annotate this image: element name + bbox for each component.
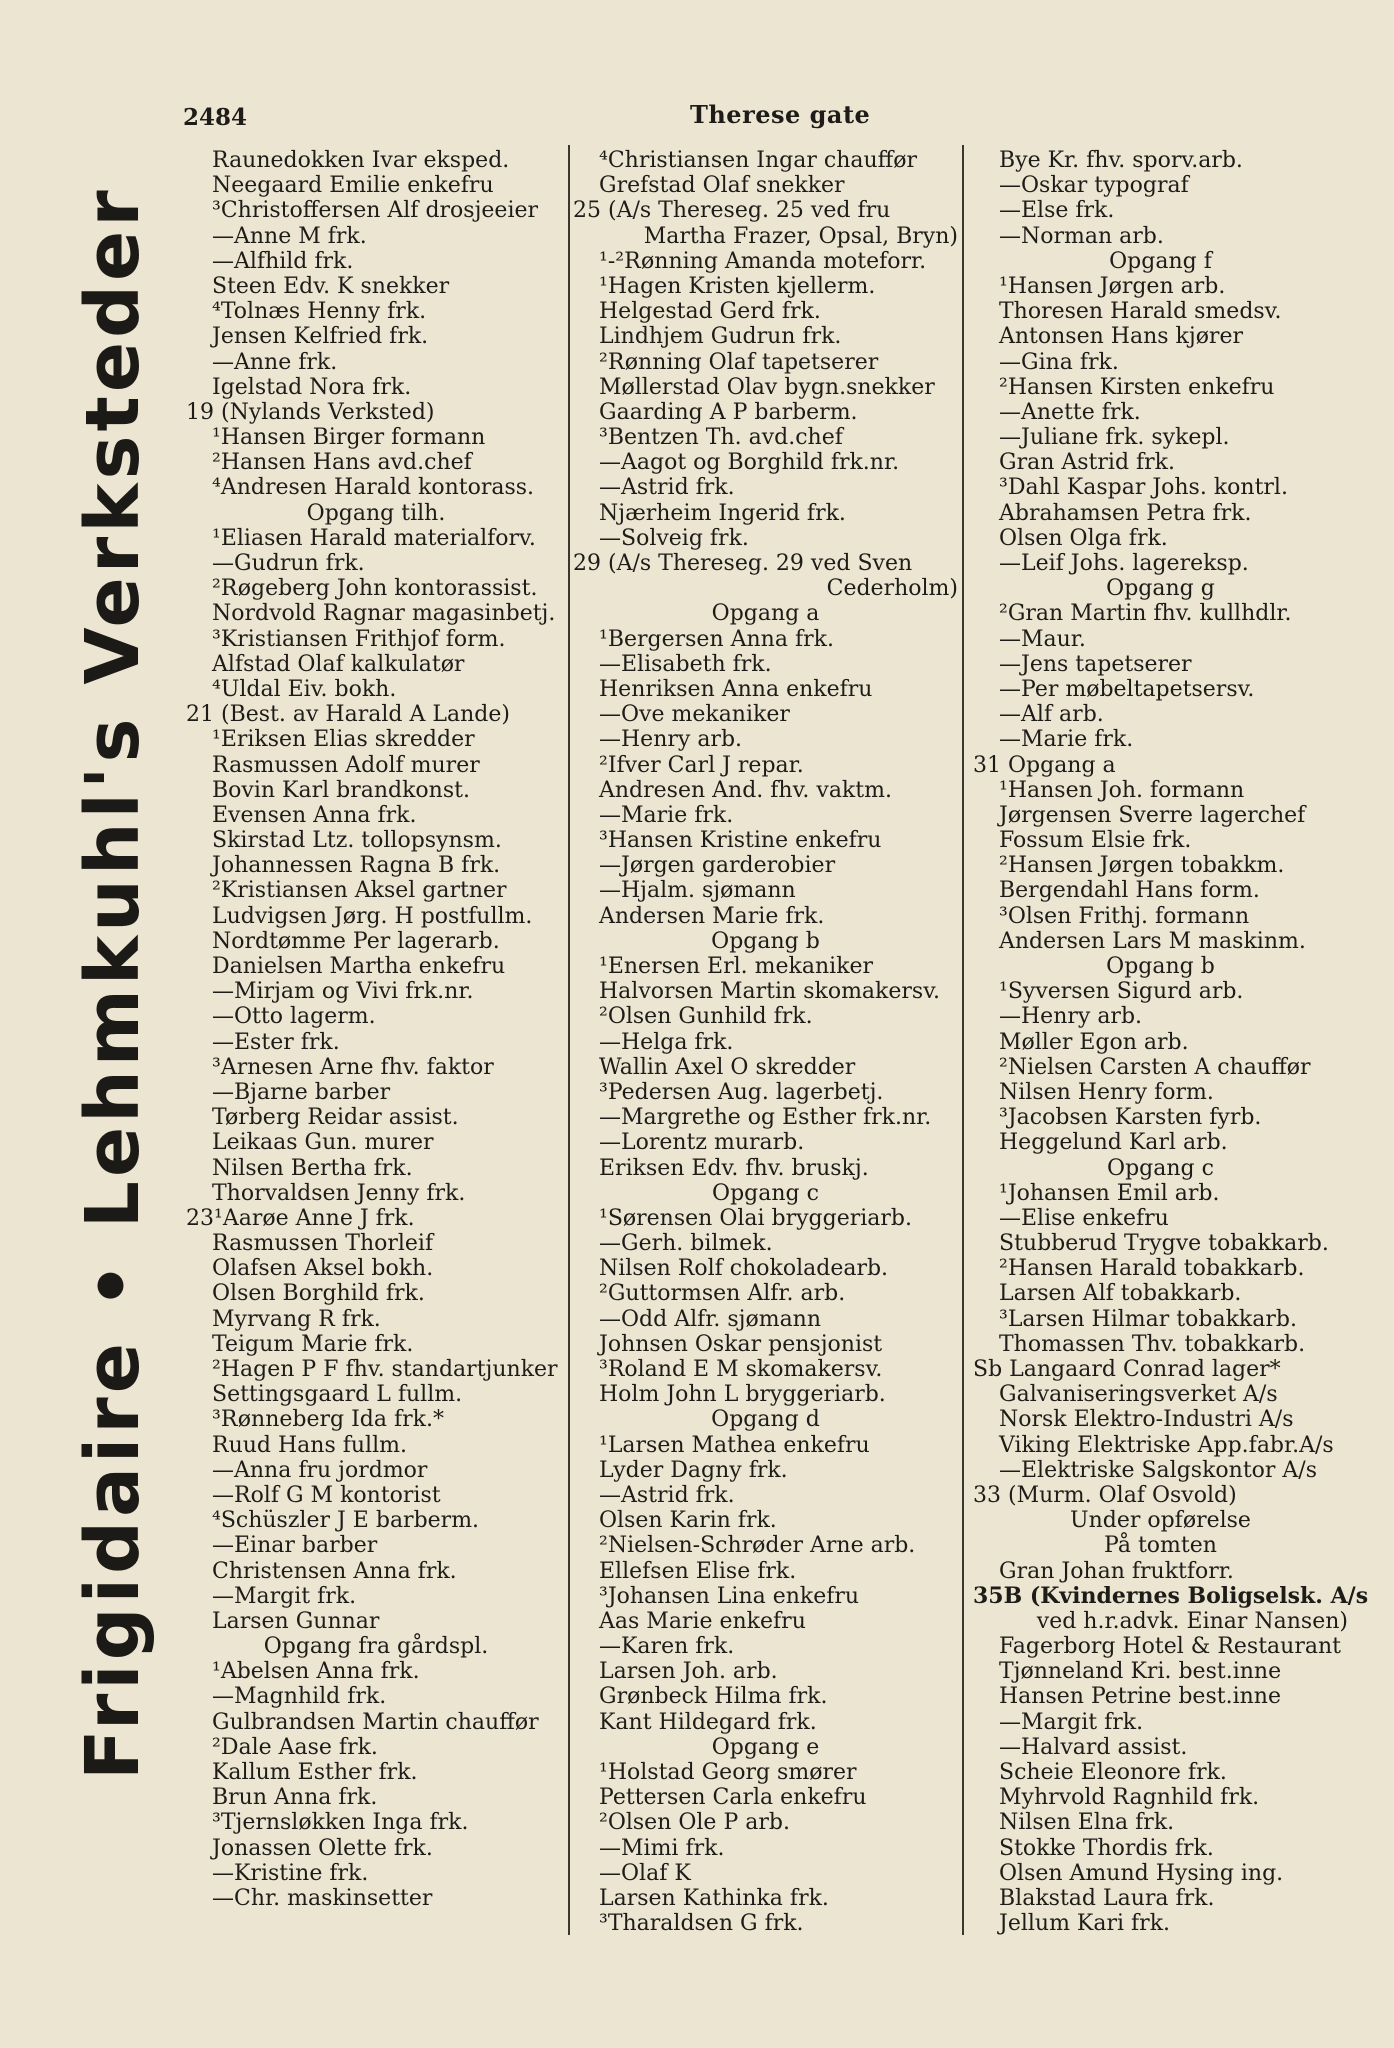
directory-entry: På tomten [1104,1533,1217,1559]
directory-entry: ²Olsen Gunhild frk. [599,1004,813,1030]
directory-entry: ved h.r.advk. Einar Nansen) [1036,1608,1348,1634]
directory-entry: Bye Kr. fhv. sporv.arb. [999,148,1243,173]
directory-entry: —Odd Alfr. sjømann [599,1306,822,1332]
directory-entry: Rasmussen Thorleif [212,1231,434,1257]
directory-entry: Cederholm) [826,576,958,602]
directory-entry: ²Hagen P F fhv. standartjunker [212,1357,558,1382]
directory-entry: Sb Langaard Conrad lager* [973,1357,1281,1382]
directory-entry: Andresen And. fhv. vaktm. [599,777,892,803]
directory-entry: Johannessen Ragna B frk. [212,853,501,879]
directory-entry: 19 (Nylands Verksted) [186,399,435,425]
directory-entry: —Ester frk. [212,1029,340,1055]
directory-entry: —Elise enkefru [999,1205,1169,1231]
directory-entry: —Gudrun frk. [212,551,365,576]
directory-column-1 [186,148,566,1911]
directory-entry: Gulbrandsen Martin chauffør [212,1709,539,1735]
directory-entry: Nilsen Rolf chokoladearb. [599,1256,889,1282]
directory-entry: —Mimi frk. [599,1835,725,1861]
directory-entry: Opgang tilh. [306,500,446,526]
directory-entry: —Anne frk. [212,349,338,375]
directory-entry: Larsen Joh. arb. [599,1659,778,1685]
directory-entry: ²Nielsen Carsten A chauffør [999,1054,1311,1080]
directory-entry: Blakstad Laura frk. [999,1885,1215,1911]
directory-entry: —Marie frk. [599,802,734,828]
directory-entry: Nilsen Bertha frk. [212,1155,413,1181]
directory-entry: Opgang fra gårdspl. [263,1634,489,1660]
directory-entry: —Jens tapetserer [999,651,1192,677]
directory-entry: Jonassen Olette frk. [212,1835,433,1861]
directory-entry: Halvorsen Martin skomakersv. [599,979,941,1005]
directory-entry: —Lorentz murarb. [599,1130,805,1156]
directory-entry: Opgang a [711,601,820,627]
directory-entry: —Henry arb. [999,1004,1143,1030]
directory-entry: —Anna fru jordmor [212,1457,428,1483]
directory-entry: Heggelund Karl arb. [999,1130,1228,1156]
directory-entry: ³Olsen Frithj. formann [999,903,1250,929]
directory-entry: —Elektriske Salgskontor A/s [999,1457,1318,1483]
directory-entry: ¹Hansen Birger formann [212,425,486,451]
directory-entry: —Maur. [999,626,1086,652]
directory-entry: ⁴Uldal Eiv. bokh. [212,676,397,702]
directory-entry: ³Kristiansen Frithjof form. [212,626,506,652]
directory-entry: ³Rønneberg Ida frk.* [212,1407,444,1433]
directory-entry: ¹Sørensen Olai bryggeriarb. [599,1205,913,1231]
directory-entry: —Elisabeth frk. [599,651,772,677]
directory-entry: Wallin Axel O skredder [599,1054,856,1080]
directory-entry: Lindhjem Gudrun frk. [599,324,842,350]
directory-entry: Leikaas Gun. murer [212,1130,434,1156]
directory-entry: Olsen Karin frk. [599,1508,777,1534]
directory-entry: Thoresen Harald smedsv. [999,299,1282,325]
directory-entry: Bergendahl Hans form. [999,878,1260,904]
directory-entry: —Halvard assist. [999,1734,1188,1760]
directory-entry: Viking Elektriske App.fabr.A/s [999,1432,1334,1458]
directory-entry: ³Christoffersen Alf drosjeeier [212,198,539,224]
directory-entry: ¹Holstad Georg smører [599,1760,857,1785]
directory-entry: —Mirjam og Vivi frk.nr. [212,979,474,1005]
directory-entry: ¹Eliasen Harald materialforv. [212,525,536,551]
directory-entry: Ruud Hans fullm. [212,1432,407,1458]
directory-entry: Rasmussen Adolf murer [212,752,480,778]
directory-entry: Henriksen Anna enkefru [599,676,873,702]
column-divider [962,145,964,1935]
directory-entry: —Einar barber [212,1533,378,1559]
directory-entry: Thomassen Thv. tobakkarb. [999,1331,1306,1357]
directory-entry: Scheie Eleonore frk. [999,1760,1227,1785]
directory-entry: Helgestad Gerd frk. [599,299,821,325]
directory-entry: Pettersen Carla enkefru [599,1785,867,1811]
directory-entry: ¹Johansen Emil arb. [999,1180,1220,1206]
directory-entry: 35B (Kvindernes Boligselsk. A/s [973,1582,1369,1609]
directory-entry: Aas Marie enkefru [599,1608,806,1634]
directory-entry: ²Ifver Carl J repar. [599,752,804,778]
directory-entry: ²Olsen Ole P arb. [599,1810,790,1836]
directory-entry: Tørberg Reidar assist. [212,1105,459,1131]
directory-entry: —Gina frk. [999,349,1119,375]
directory-entry: —Karen frk. [599,1634,735,1660]
directory-entry: —Olaf K [599,1860,691,1886]
directory-entry: Larsen Gunnar [212,1608,380,1634]
directory-entry: Gran Astrid frk. [999,450,1175,476]
directory-entry: —Aagot og Borghild frk.nr. [599,450,900,476]
directory-entry: Settingsgaard L fullm. [212,1382,463,1408]
directory-entry: Olafsen Aksel bokh. [212,1256,434,1282]
directory-entry: Hansen Petrine best.inne [999,1684,1281,1710]
directory-entry: Olsen Amund Hysing ing. [999,1860,1284,1886]
directory-entry: Stubberud Trygve tobakkarb. [999,1231,1329,1257]
directory-entry: Tjønneland Kri. best.inne [999,1659,1282,1685]
column-divider [568,145,570,1935]
directory-entry: Gaarding A P barberm. [599,399,858,425]
directory-entry: Eriksen Edv. fhv. bruskj. [599,1155,869,1181]
directory-entry: Grønbeck Hilma frk. [599,1684,828,1710]
directory-entry: Jørgensen Sverre lagerchef [999,802,1306,828]
directory-entry: ¹Eriksen Elias skredder [212,727,475,753]
directory-entry: Under opførelse [1070,1508,1251,1534]
directory-entry: ¹Abelsen Anna frk. [212,1659,420,1685]
directory-entry: —Chr. maskinsetter [212,1885,433,1911]
directory-entry: ¹Syversen Sigurd arb. [999,979,1244,1005]
directory-entry: Opgang c [712,1180,819,1206]
directory-entry: —Margit frk. [999,1709,1144,1735]
directory-entry: —Alfhild frk. [212,248,354,274]
directory-entry: Holm John L bryggeriarb. [599,1382,886,1408]
directory-entry: Thorvaldsen Jenny frk. [212,1180,466,1206]
directory-entry: 33 (Murm. Olaf Osvold) [973,1482,1237,1508]
directory-entry: Opgang b [711,928,820,954]
directory-entry: —Oskar typograf [999,173,1189,199]
directory-entry: Norsk Elektro-Industri A/s [999,1407,1294,1433]
directory-entry: —Per møbeltapetsersv. [999,676,1255,702]
side-advertisement: Frigidaire • Lehmkuhl's Verksteder [70,186,156,1780]
directory-entry: —Juliane frk. sykepl. [999,425,1230,451]
directory-entry: 25 (A/s Thereseg. 25 ved fru [573,198,891,224]
directory-entry: ²Guttormsen Alfr. arb. [599,1281,846,1307]
directory-column-2 [573,148,958,1936]
directory-entry: —Leif Johs. lagereksp. [999,551,1249,576]
directory-entry: —Anette frk. [999,399,1141,425]
directory-entry: Bovin Karl brandkonst. [212,777,470,803]
directory-entry: Møller Egon arb. [999,1029,1189,1055]
directory-entry: Evensen Anna frk. [212,802,417,828]
directory-entry: Raunedokken Ivar eksped. [212,148,510,173]
directory-entry: Kallum Esther frk. [212,1760,418,1785]
directory-entry: —Otto lagerm. [212,1004,376,1030]
directory-entry: —Hjalm. sjømann [599,878,796,904]
directory-entry: Skirstad Ltz. tollopsynsm. [212,828,502,854]
directory-entry: Nordtømme Per lagerarb. [212,928,500,954]
directory-entry: Gran Johan fruktforr. [999,1558,1234,1584]
directory-entry: ²Nielsen-Schrøder Arne arb. [599,1533,916,1559]
directory-entry: ²Hansen Jørgen tobakkm. [999,853,1285,879]
directory-entry: ²Rønning Olaf tapetserer [599,349,879,375]
directory-entry: Johnsen Oskar pensjonist [599,1331,883,1357]
directory-entry: —Henry arb. [599,727,743,753]
directory-entry: ³Larsen Hilmar tobakkarb. [999,1306,1297,1332]
directory-entry: Antonsen Hans kjører [999,324,1243,350]
directory-entry: ⁴Christiansen Ingar chauffør [599,148,918,173]
directory-entry: ³Roland E M skomakersv. [599,1357,883,1382]
directory-entry: Lyder Dagny frk. [599,1457,788,1483]
directory-entry: Stokke Thordis frk. [999,1835,1214,1861]
page-number: 2484 [183,104,248,131]
directory-entry: —Margrethe og Esther frk.nr. [599,1105,932,1131]
directory-entry: Kant Hildegard frk. [599,1709,817,1735]
directory-entry: Opgang b [1106,954,1215,979]
directory-entry: Igelstad Nora frk. [212,374,412,400]
directory-entry: Jellum Kari frk. [999,1911,1171,1937]
directory-entry: Andersen Marie frk. [599,903,825,929]
directory-entry: Olsen Olga frk. [999,525,1168,551]
directory-entry: ⁴Tolnæs Henny frk. [212,299,427,325]
directory-column-3 [973,148,1369,1937]
directory-entry: Ludvigsen Jørg. H postfullm. [212,903,533,929]
directory-entry: —Marie frk. [999,727,1134,753]
directory-entry: ²Hansen Harald tobakkarb. [999,1256,1305,1282]
directory-entry: Myrvang R frk. [212,1306,381,1332]
directory-entry: 23¹Aarøe Anne J frk. [186,1205,415,1231]
directory-entry: —Else frk. [999,198,1115,224]
directory-entry: ³Hansen Kristine enkefru [599,828,882,854]
directory-entry: ¹Hansen Joh. formann [999,777,1245,803]
directory-entry: Grefstad Olaf snekker [599,173,845,199]
directory-entry: Nilsen Henry form. [999,1079,1214,1105]
directory-entry: Galvaniseringsverket A/s [999,1382,1278,1408]
directory-entry: 21 (Best. av Harald A Lande) [186,702,510,728]
directory-entry: ¹‐²Rønning Amanda moteforr. [599,248,927,274]
directory-entry: Fagerborg Hotel & Restaurant [999,1634,1341,1660]
directory-entry: ³Tharaldsen G frk. [599,1911,804,1937]
directory-entry: —Magnhild frk. [212,1684,387,1710]
directory-entry: —Helga frk. [599,1029,734,1055]
directory-entry: ³Jacobsen Karsten fyrb. [999,1105,1262,1131]
directory-entry: Danielsen Martha enkefru [212,954,506,979]
directory-entry: Møllerstad Olav bygn.snekker [599,374,935,400]
directory-entry: Alfstad Olaf kalkulatør [212,651,465,677]
directory-entry: —Bjarne barber [212,1079,391,1105]
directory-entry: —Solveig frk. [599,525,749,551]
directory-entry: —Astrid frk. [599,475,735,501]
directory-entry: Opgang e [711,1734,820,1760]
directory-entry: Abrahamsen Petra frk. [999,500,1252,526]
directory-entry: ³Tjernsløkken Inga frk. [212,1810,469,1836]
directory-entry: Brun Anna frk. [212,1785,378,1811]
directory-entry: —Astrid frk. [599,1482,735,1508]
directory-entry: ⁴Schüszler J E barberm. [212,1508,480,1534]
directory-entry: Olsen Borghild frk. [212,1281,425,1307]
directory-entry: Martha Frazer, Opsal, Bryn) [643,223,958,249]
directory-entry: —Rolf G M kontorist [212,1482,441,1508]
directory-entry: ²Røgeberg John kontorassist. [212,576,538,602]
directory-entry: Opgang d [711,1407,820,1433]
directory-entry: 29 (A/s Thereseg. 29 ved Sven [573,551,913,576]
directory-entry: ²Kristiansen Aksel gartner [212,878,507,904]
directory-entry: ²Gran Martin fhv. kullhdlr. [999,601,1292,627]
directory-entry: Ellefsen Elise frk. [599,1558,797,1584]
directory-entry: ¹Bergersen Anna frk. [599,626,834,652]
directory-entry: Fossum Elsie frk. [999,828,1192,854]
directory-entry: —Kristine frk. [212,1860,369,1886]
directory-entry: Christensen Anna frk. [212,1558,457,1584]
directory-entry: ³Johansen Lina enkefru [599,1583,860,1609]
directory-entry: Njærheim Ingerid frk. [599,500,846,526]
directory-entry: Nilsen Elna frk. [999,1810,1175,1836]
directory-entry: ²Hansen Kirsten enkefru [999,374,1275,400]
directory-entry: Nordvold Ragnar magasinbetj. [212,601,556,627]
directory-entry: Steen Edv. K snekker [212,273,450,299]
directory-entry: —Ove mekaniker [599,702,790,728]
directory-entry: ¹Enersen Erl. mekaniker [599,954,874,979]
directory-entry: Larsen Alf tobakkarb. [999,1281,1242,1307]
directory-entry: Teigum Marie frk. [212,1331,414,1357]
directory-entry: —Alf arb. [999,702,1104,728]
directory-entry: —Jørgen garderobier [599,853,836,879]
directory-entry: Jensen Kelfried frk. [212,324,429,350]
directory-entry: ¹Larsen Mathea enkefru [599,1432,870,1458]
directory-entry: Larsen Kathinka frk. [599,1885,829,1911]
directory-entry: Opgang g [1106,576,1215,602]
directory-entry: ³Arnesen Arne fhv. faktor [212,1054,494,1080]
directory-entry: —Gerh. bilmek. [599,1231,773,1257]
directory-entry: ²Dale Aase frk. [212,1734,378,1760]
directory-entry: Myhrvold Ragnhild frk. [999,1785,1260,1811]
directory-entry: ²Hansen Hans avd.chef [212,450,472,476]
directory-entry: ¹Hansen Jørgen arb. [999,273,1226,299]
directory-entry: —Norman arb. [999,223,1164,249]
directory-entry: ³Pedersen Aug. lagerbetj. [599,1079,884,1105]
directory-entry: Andersen Lars M maskinm. [999,928,1306,954]
directory-entry: ³Bentzen Th. avd.chef [599,425,843,451]
street-heading: Therese gate [690,100,871,129]
directory-entry: 31 Opgang a [973,752,1116,778]
directory-entry: Opgang f [1109,248,1212,274]
directory-entry: Opgang c [1107,1155,1214,1181]
directory-entry: ³Dahl Kaspar Johs. kontrl. [999,475,1288,501]
directory-entry: Neegaard Emilie enkefru [212,173,494,199]
directory-entry: —Anne M frk. [212,223,367,249]
directory-entry: ⁴Andresen Harald kontorass. [212,475,535,501]
directory-entry: —Margit frk. [212,1583,357,1609]
directory-entry: ¹Hagen Kristen kjellerm. [599,273,876,299]
